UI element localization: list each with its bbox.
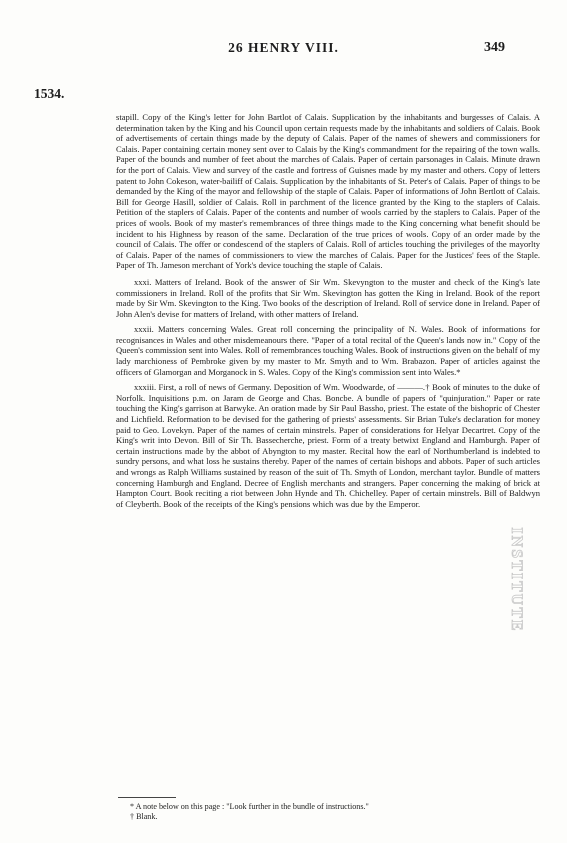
svg-text:INSTITUTE: INSTITUTE xyxy=(508,527,525,633)
running-head-title: 26 HENRY VIII. xyxy=(228,40,339,55)
library-stamp-watermark xyxy=(484,505,540,655)
paragraph-wales: xxxii. Matters concerning Wales. Great roll concerning the principality of N. Wales. Book of informations for recognisances in Wales and other misdemeanours there. "Paper of a total recital of the Queen's lands now in." Copy of the Queen's commission sent into Wales. Roll of remembrances touching Wales. Book of instructions given on the behalf of my lady marchioness of Pembroke given by my master to Mr. Smyth and to Wm. Brabazon. Paper of articles against the officers of Glamorgan and Morganock in S. Wales. Copy of the King's commission sent into Wales.* xyxy=(116,324,540,377)
paragraph-ireland: xxxi. Matters of Ireland. Book of the answer of Sir Wm. Skevyngton to the muster and check of the King's late commissioners in Ireland. Roll of the profits that Sir Wm. Skevington has gotten the King in Ireland. Book of the report made by Sir Wm. Skevington to the King. Two books of the description of Ireland. Roll of service done in Ireland. Paper of John Alen's devise for matters of Ireland, with other matters of Ireland. xyxy=(116,276,540,319)
margin-year: 1534. xyxy=(34,86,65,101)
running-head xyxy=(0,40,567,60)
footnotes xyxy=(118,802,538,822)
body-text xyxy=(116,112,540,514)
paragraph-miscellaneous: xxxiii. First, a roll of news of Germany. Deposition of Wm. Woodwarde, of ———.† Book of minutes to the duke of Norfolk. Inquisitions p.m. on Jaram de George and Chas. Boncbe. A bundle of papers of "quinjuration." Paper or rate touching the King's garrison at Barwyke. An oration made by Sir Paul Bassho, priest. The estate of the bishopric of Chester and Lichfield. Reformation to be devised for the gathering of priests' assessments. Sir Brian Tuke's declaration for money paid to Geo. Lovekyn. Paper of the names of certain minstrels. Paper of considerations for Helyar Decartret. Copy of the King's writ into Devon. Bill of Sir Th. Bassecherche, priest. Form of a treaty betwixt England and Hamburgh. Paper of certain instructions made by the abbot of Abyngton to my master. Recital how the earl of Northumberland is indebted to sundry persons, and what loss he sustains thereby. Paper of the names of certain bishops and abbots. Paper of such articles and wrongs as Ralph Williams sustained by reason of the suit of Th. Smyth of London, merchant taylor. Bundle of matters concerning Hamburgh and England. Decree of English merchants and strangers. Paper concerning the making of brick at Hampton Court. Book reciting a riot between John Hynde and Th. Chichelley. Paper of certain minstrels. Bill of Baldwyn of Cleyberth. Book of the receipts of the King's pensions which was due by the Emperor. xyxy=(116,382,540,509)
footnote-dagger: † Blank. xyxy=(130,812,158,821)
paragraph-calais: stapill. Copy of the King's letter for John Bartlot of Calais. Supplication by the inhabitants and burgesses of Calais. A determination taken by the King and his Council upon certain requests made by the inhabitants and soldiers of Calais. Book of advertisements of certain things made by the deputy of Calais. Paper of the names of shewers and commissioners for Calais. Paper containing certain money sent over to Calais by the King's commandment for the repairing of the town walls. Paper of the bounds and number of feet about the marches of Calais. Paper of certain parsonages in Calais. Minute drawn for the port of Calais. View and survey of the castle and fortress of Guisnes made by my master and others. Copy of letters patent to John Cokeson, water-bailiff of Calais. Supplication by the inhabitants of St. Peter's of Calais. Paper of things to be demanded by the King of the mayor and fellowship of the staple of Calais. Paper of informations of John Bertlott of Calais. Bill for George Hasill, soldier of Calais. Roll in parchment of the licence granted by the King to the staplers of Calais. Petition of the staplers of Calais. Paper of the contents and number of wools carried by the staplers to Calais. Paper of the prices of wools. Book of my master's remembrances of three things made to the King concerning what benefit should be incident to his Highness by reason of the same. Declaration of the true prices of wools. Copy of an order made by the council of Calais. The offer or condescend of the staplers of Calais. Roll of articles touching the privileges of the mayorlty of Calais. Paper of the names of commissioners to view the marches of Calais. Paper for the Justices' fees of the Staple. Paper of Th. Jameson merchant of York's device touching the staple of Calais. xyxy=(116,112,540,271)
footnote-rule xyxy=(118,797,176,798)
page-number: 349 xyxy=(484,40,505,55)
footnote-asterisk: * A note below on this page : "Look further in the bundle of instructions." xyxy=(130,802,369,811)
